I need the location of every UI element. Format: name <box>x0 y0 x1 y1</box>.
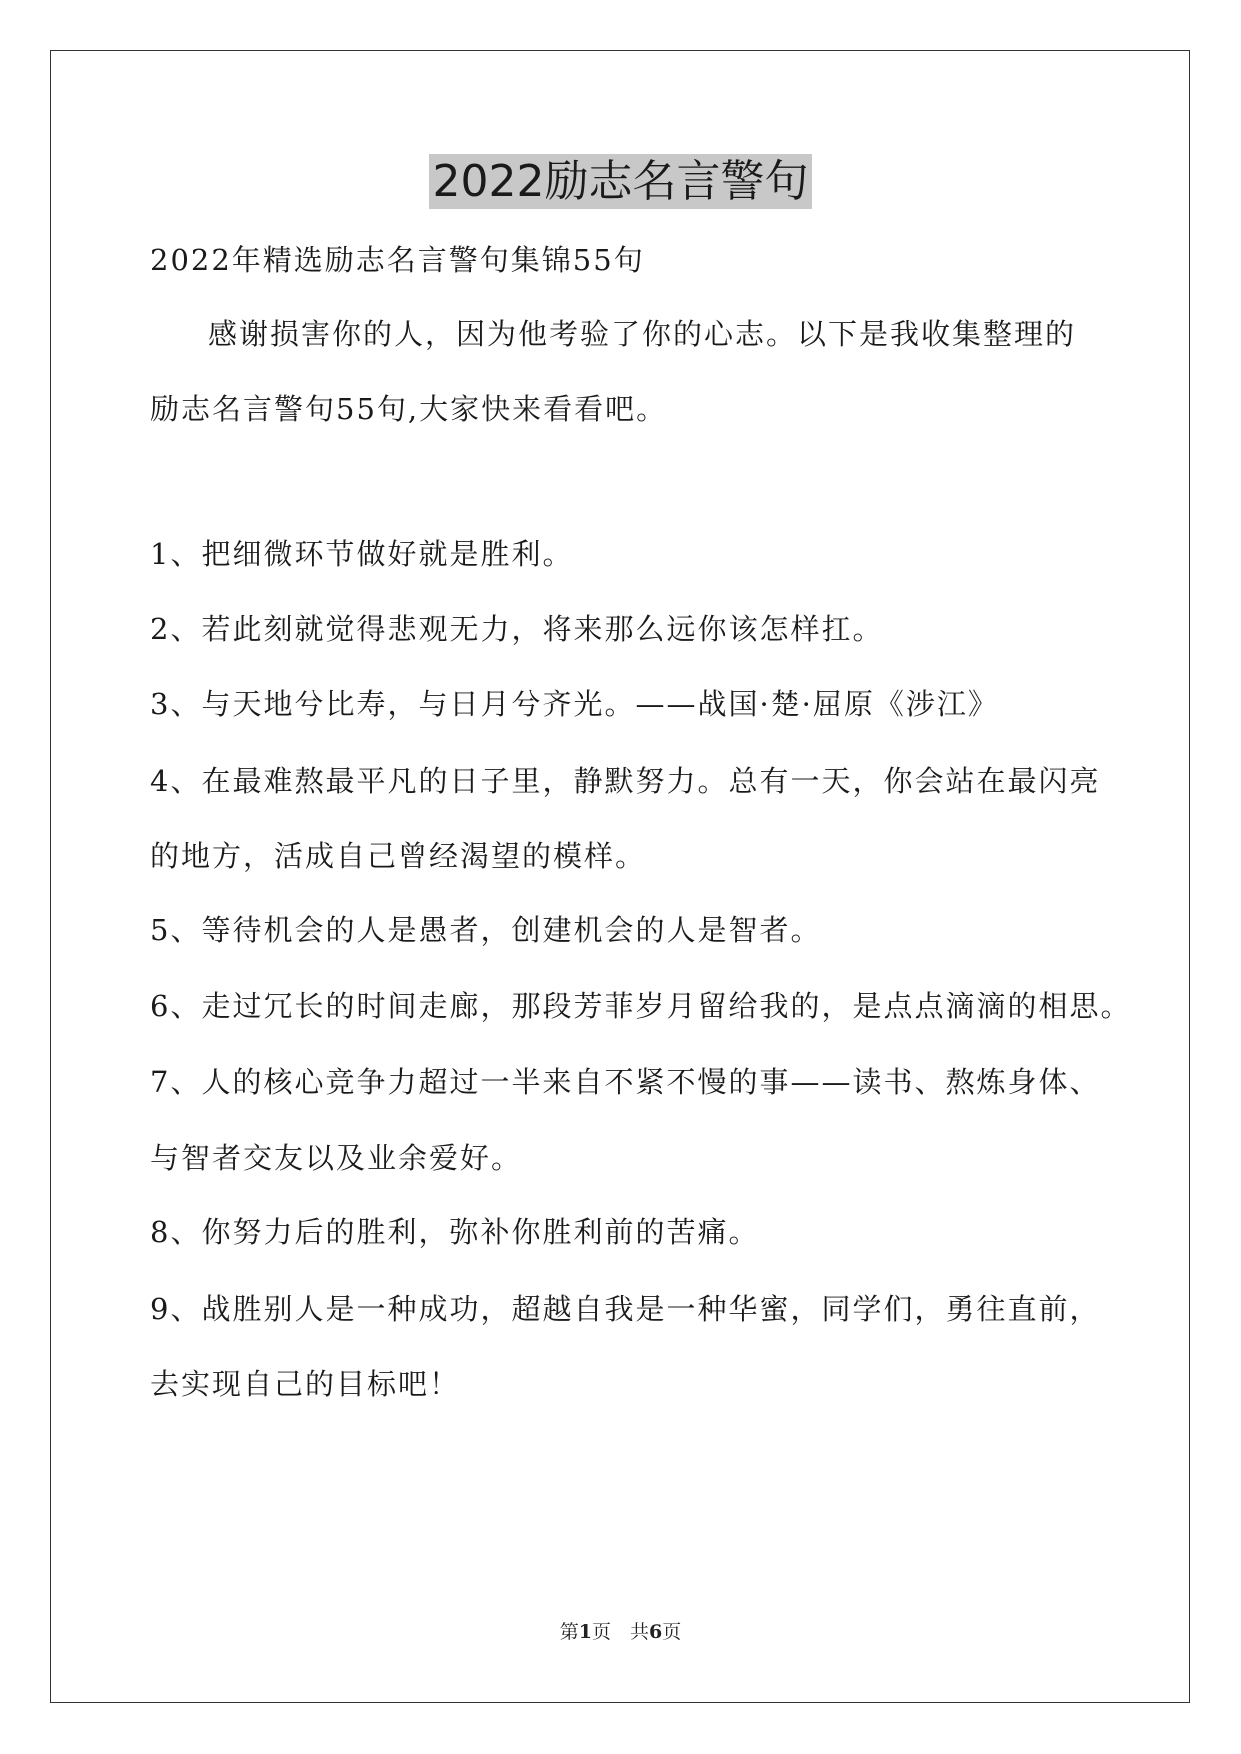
quote-7-line-1: 7、人的核心竞争力超过一半来自不紧不慢的事——读书、熬炼身体、 <box>150 1065 1101 1099</box>
document-title-text: 2022励志名言警句 <box>429 154 813 209</box>
quote-7-line-2: 与智者交友以及业余爱好。 <box>150 1141 523 1175</box>
page-border <box>50 50 1190 1703</box>
document-title <box>0 152 1241 212</box>
quote-1: 1、把细微环节做好就是胜利。 <box>150 537 574 571</box>
document-subtitle: 2022年精选励志名言警句集锦55句 <box>150 243 645 277</box>
page-footer <box>0 1619 1241 1645</box>
quote-8: 8、你努力后的胜利，弥补你胜利前的苦痛。 <box>150 1215 760 1249</box>
intro-paragraph-line-1: 感谢损害你的人，因为他考验了你的心志。以下是我收集整理的 <box>208 317 1077 351</box>
intro-paragraph-line-2: 励志名言警句55句,大家快来看看吧。 <box>150 392 668 426</box>
quote-9-line-2: 去实现自己的目标吧！ <box>150 1367 461 1401</box>
quote-9-line-1: 9、战胜别人是一种成功，超越自我是一种华蜜，同学们，勇往直前， <box>150 1292 1101 1326</box>
footer-prefix: 第 <box>559 1621 579 1643</box>
footer-current-page: 1 <box>578 1621 592 1643</box>
quote-5: 5、等待机会的人是愚者，创建机会的人是智者。 <box>150 913 822 947</box>
quote-4-line-2: 的地方，活成自己曾经渴望的模样。 <box>150 839 647 873</box>
quote-6: 6、走过冗长的时间走廊，那段芳菲岁月留给我的，是点点滴滴的相思。 <box>150 989 1132 1023</box>
footer-suffix: 页 <box>662 1621 682 1643</box>
quote-4-line-1: 4、在最难熬最平凡的日子里，静默努力。总有一天，你会站在最闪亮 <box>150 764 1101 798</box>
footer-total-pages: 6 <box>649 1621 663 1643</box>
quote-2: 2、若此刻就觉得悲观无力，将来那么远你该怎样扛。 <box>150 612 884 646</box>
quote-3: 3、与天地兮比寿，与日月兮齐光。——战国·楚·屈原《涉江》 <box>150 687 999 721</box>
footer-middle: 页 共 <box>591 1621 649 1643</box>
